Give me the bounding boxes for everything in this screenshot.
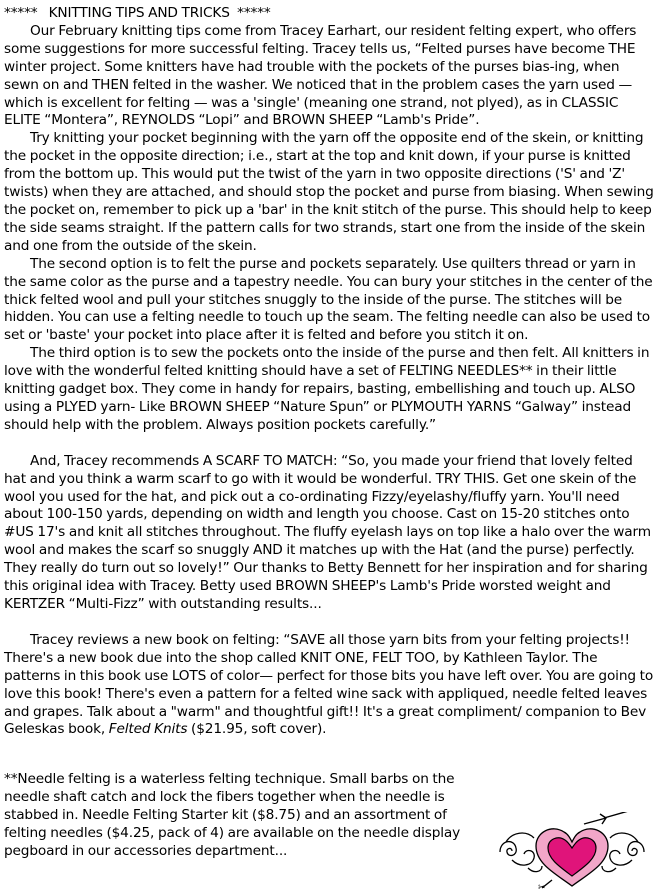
paragraph-second-option: The second option is to felt the purse and pockets separately. Use quilters thread or yarn in the same color as the purse and a tapestry needle. You can bury your stitches in the center of the thick felted wool and pull your stitches snuggly to the inside of the purse. The stitches will be hidden. You can use a felting needle to touch up the seam. The felting needle can also be used to set or 'baste' your pocket into place after it is felted and before you stitch it on. (4, 255, 653, 344)
book-title: Felted Knits (108, 721, 188, 738)
newsletter-page (4, 5, 654, 874)
spacer (4, 739, 654, 757)
book-review-price: ($21.95, soft cover). (187, 721, 327, 738)
spacer (4, 435, 654, 453)
paragraph-third-option: The third option is to sew the pockets onto the inside of the purse and then felt. All knitters in love with the wonderful felted knitting should have a set of FELTING NEEDLES** in their little knitting gadget box. They come in handy for repairs, basting, embellishing and touch up. ALSO using a PLYED yarn- Like BROWN SHEEP “Nature Spun” or PLYMOUTH YARNS “Galway” instead should help with the problem. Always position pockets carefully.” (4, 345, 650, 433)
paragraph-needle-felting: **Needle felting is a waterless felting technique. Small barbs on the needle shaft catch and lock the fibers together when the needle is stabbed in. Needle Felting Starter kit ($8.75) and an assortment of felting needles ($4.25, pack of 4) are available on the needle display pegboard in our accessories department... (4, 771, 461, 859)
spacer (4, 614, 654, 632)
paragraph-intro: Our February knitting tips come from Tracey Earhart, our resident felting expert, who offers some suggestions for more successful felting. Tracey tells us, “Felted purses have become THE winter project. Some knitters have had trouble with the pockets of the purses bias-ing, when sewn on and THEN felted in the washer. We noticed that in the problem cases the yarn used — which is excellent for felting — was a 'single' (meaning one strand, not plyed), as in CLASSIC ELITE “Montera”, REYNOLDS “Lopi” and BROWN SHEEP “Lamb's Pride”. (4, 22, 637, 129)
paragraph-book-review (4, 632, 654, 739)
svg-text:✂: ✂ (538, 883, 546, 892)
section-title: ***** KNITTING TIPS AND TRICKS ***** (4, 5, 271, 21)
heart-ornament-icon (492, 812, 652, 892)
book-review-text: Tracey reviews a new book on felting: “SAVE all those yarn bits from your felting projects!! There's a new book due into the shop called KNIT ONE, FELT TOO, by Kathleen Taylor. The patterns in this book use LOTS of color— perfect for those bits you have left over. You are going to love this book! There's even a pattern for a felted wine sack with appliqued, needle felted leaves and grapes. Talk about a "warm" and thoughtful gift!! It's a great compliment/ companion to Bev Geleskas book, (4, 631, 654, 738)
paragraph-scarf: And, Tracey recommends A SCARF TO MATCH: “So, you made your friend that lovely felted hat and you think a warm scarf to go with it would be wonderful. TRY THIS. Get one skein of the wool you used for the hat, and pick out a co-ordinating Fizzy/eyelashy/fluffy yarn. You'll need about 100-150 yards, depending on width and length you choose. Cast on 15-20 stitches onto #US 17's and knit all stitches throughout. The fluffy eyelash lays on top like a halo over the warm wool and makes the scarf so snuggly AND it matches up with the Hat (and the purse) perfectly. They really do turn out so lovely!” Our thanks to Betty Bennett for her inspiration and for sharing this original idea with Tracey. Betty used BROWN SHEEP's Lamb's Pride worsted weight and KERTZER “Multi-Fizz” with outstanding results... (4, 452, 651, 612)
paragraph-pocket-direction: Try knitting your pocket beginning with the yarn off the opposite end of the skein, or knitting the pocket in the opposite direction; i.e., start at the top and knit down, if your purse is knitted from the bottom up. This would put the twist of the yarn in two opposite directions ('S' and 'Z' twists) when they are attached, and should stop the pocket and purse from biasing. When sewing the pocket on, remember to pick up a 'bar' in the knit stitch of the purse. This should help to keep the side seams straight. If the pattern calls for two strands, start one from the inside of the skein and one from the outside of the skein. (4, 130, 654, 254)
